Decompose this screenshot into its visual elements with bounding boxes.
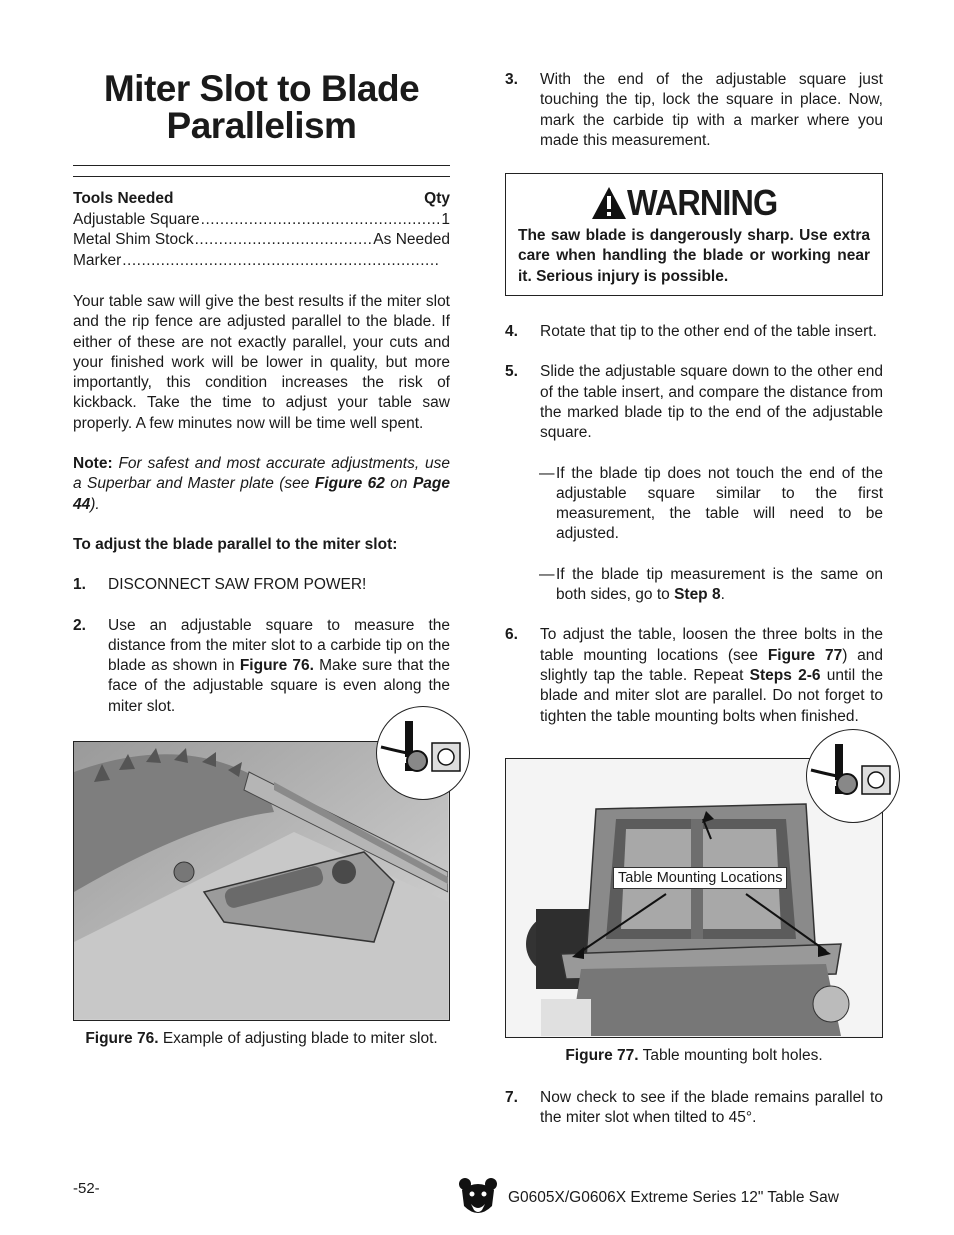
right-column xyxy=(505,70,883,1129)
bear-head-logo-icon xyxy=(458,1176,498,1220)
note-label: Note: xyxy=(73,455,113,473)
tool-item xyxy=(73,210,450,231)
step-3 xyxy=(505,70,883,151)
procedure-heading: To adjust the blade parallel to the miter slot: xyxy=(73,535,398,553)
figure-77-caption xyxy=(505,1046,883,1066)
warning-title: WARNING xyxy=(626,182,777,224)
step-number: 5. xyxy=(505,363,518,381)
tools-header-qty: Qty xyxy=(424,190,450,207)
disconnect-power-icon xyxy=(806,729,900,823)
step-text: Use an adjustable square to measure the distance from the miter slot to a carbide tip on the blade as shown in Figure 76. Make sure that the face of the adjustable square is even along the miter slot. xyxy=(108,616,451,715)
figure-76-caption-text: Example of adjusting blade to miter slot. xyxy=(162,1030,438,1048)
figure-ref: Figure 77 xyxy=(767,646,843,664)
step-5-sub-a xyxy=(505,464,883,545)
step-4 xyxy=(505,322,883,342)
figure-76-label: Figure 76. xyxy=(85,1030,159,1048)
intro-paragraph: Your table saw will give the best results if the miter slot and the rip fence are adjusted parallel to the blade. If either of these are not exactly parallel, your cuts and your finished work will be lower in quality, but more importantly, this condition increases the risk of kickback. Take the time to adjust your table saw properly. A few minutes now will be time well spent. xyxy=(73,293,450,432)
disconnect-power-icon xyxy=(376,706,470,800)
figure-77-label: Figure 77. xyxy=(565,1046,639,1064)
tools-header xyxy=(73,189,450,210)
tool-item xyxy=(73,251,450,272)
leader-dots xyxy=(122,251,439,272)
note-page-ref: Page 44 xyxy=(73,475,451,513)
note-paragraph xyxy=(73,454,450,515)
page-title: Miter Slot to Blade Parallelism xyxy=(103,68,420,146)
footer-doc-title xyxy=(458,1176,839,1220)
steps-ref: Steps 2-6 xyxy=(749,666,821,684)
sub-dash: — xyxy=(539,464,555,482)
title-divider xyxy=(73,165,450,177)
step-6 xyxy=(505,625,883,726)
doc-title-text: G0605X/G0606X Extreme Series 12" Table Saw xyxy=(508,1189,839,1206)
step-ref: Step 8 xyxy=(674,586,721,604)
note-figure-ref: Figure 62 xyxy=(314,475,385,493)
figure-76-photo xyxy=(73,741,450,1021)
warning-triangle-icon xyxy=(591,186,627,220)
figure-76-caption xyxy=(73,1029,450,1049)
tool-name: Marker xyxy=(73,251,122,269)
sub-dash: — xyxy=(539,565,555,583)
warning-box xyxy=(505,173,883,296)
tool-qty: 1 xyxy=(441,210,450,228)
step-text: Slide the adjustable square down to the other end of the table insert, and compare the distance from the marked blade tip to the end of the adjustable square. xyxy=(540,363,883,442)
step-text: DISCONNECT SAW FROM POWER! xyxy=(108,576,367,594)
step-number: 6. xyxy=(505,626,518,644)
tool-qty: As Needed xyxy=(373,231,450,248)
figure-ref: Figure 76. xyxy=(239,657,314,675)
step-2 xyxy=(73,616,450,717)
step-text: To adjust the table, loosen the three bolts in the table mounting locations (see Figure 77) and slightly tap the table. Repeat Steps 2-6 until the blade and miter slot are parallel. Do not forget to tighten the table mounting bolts when finished. xyxy=(540,626,883,725)
leader-dots xyxy=(195,230,373,251)
warning-heading xyxy=(514,184,870,222)
step-number: 2. xyxy=(73,616,86,634)
step-7 xyxy=(505,1088,883,1129)
step-number: 7. xyxy=(505,1089,518,1107)
figure-77-photo xyxy=(505,758,883,1038)
leader-dots xyxy=(201,210,441,231)
sub-text: If the blade tip does not touch the end of the adjustable square similar to the first measurement, the table will need to be adjusted. xyxy=(556,464,883,543)
step-5 xyxy=(505,362,883,443)
step-number: 1. xyxy=(73,576,86,594)
warning-text: The saw blade is dangerously sharp. Use extra care when handling the blade or working near it. Serious injury is possible. xyxy=(518,227,870,285)
tools-needed-list xyxy=(73,189,450,271)
sub-text: If the blade tip measurement is the same on both sides, go to Step 8. xyxy=(556,565,883,604)
note-text: ). xyxy=(90,495,100,513)
step-1 xyxy=(73,575,450,595)
note-text: on xyxy=(390,475,408,493)
tools-header-label: Tools Needed xyxy=(73,190,174,207)
tool-item xyxy=(73,230,450,251)
page-number: -52- xyxy=(73,1180,100,1197)
tool-name: Metal Shim Stock xyxy=(73,231,194,248)
step-text: Rotate that tip to the other end of the table insert. xyxy=(540,323,877,341)
step-number: 3. xyxy=(505,71,518,88)
tool-name: Adjustable Square xyxy=(73,210,200,228)
note-text: For safest and most accurate adjustments, use a Superbar and Master plate (see xyxy=(73,455,450,493)
step-text: With the end of the adjustable square just touching the tip, lock the square in place. Now, mark the carbide tip with a marker where you made this measurement. xyxy=(540,71,883,149)
step-text: Now check to see if the blade remains parallel to the miter slot when tilted to 45°. xyxy=(540,1089,883,1127)
table-mounting-callout: Table Mounting Locations xyxy=(613,867,787,889)
left-column xyxy=(73,70,450,1049)
figure-77-caption-text: Table mounting bolt holes. xyxy=(642,1046,823,1064)
step-5-sub-b xyxy=(505,565,883,606)
step-number: 4. xyxy=(505,323,518,341)
